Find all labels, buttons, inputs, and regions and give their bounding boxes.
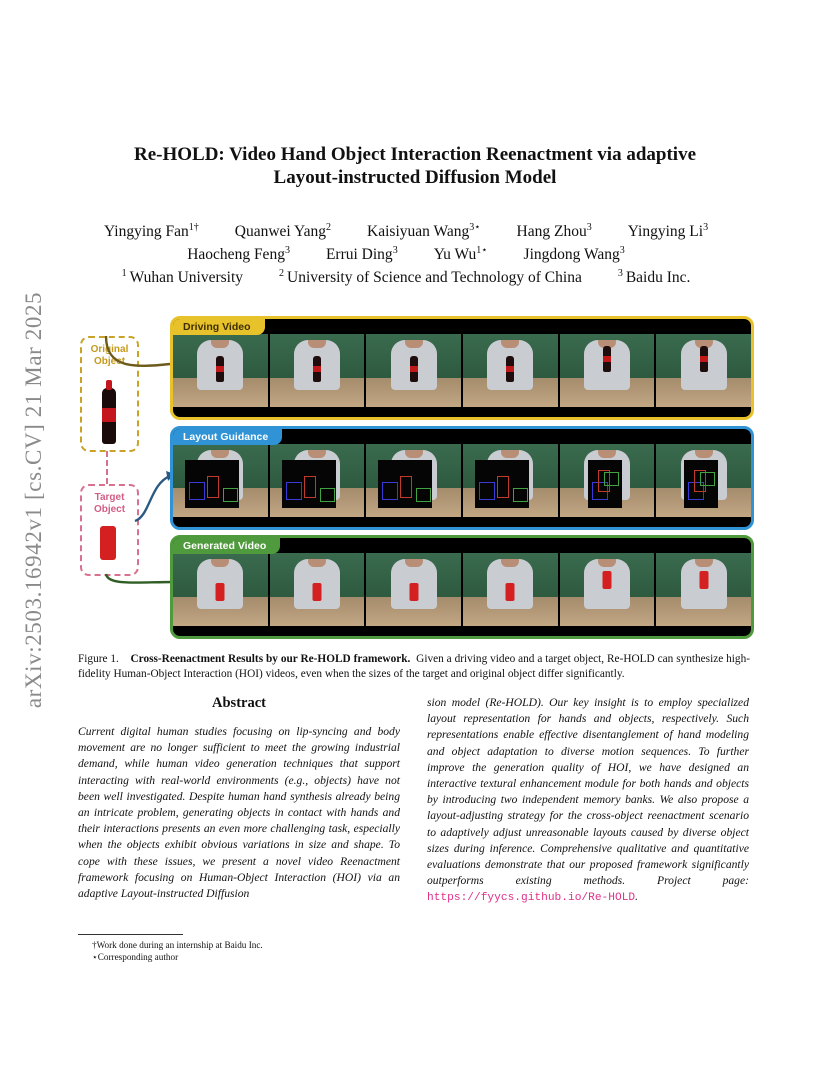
project-page-link[interactable]: https://fyycs.github.io/Re-HOLD (427, 892, 636, 905)
footnotes (78, 939, 398, 963)
hand-box-2 (513, 488, 528, 502)
author-name: Hang Zhou$^3$ (516, 222, 592, 241)
bottle-in-frame (216, 356, 224, 382)
affiliation-name: Wuhan University (129, 269, 244, 287)
bottle-in-frame (603, 346, 611, 372)
video-frame (656, 553, 751, 626)
hand-box-2 (604, 472, 619, 486)
object-box (400, 476, 412, 498)
paper-title (70, 143, 760, 189)
hand-box (189, 482, 205, 500)
affiliation (279, 269, 582, 286)
title-line-1: Re-HOLD: Video Hand Object Interaction Reenactment via adaptive (133, 144, 697, 165)
abstract-text-part1: Current digital human studies focusing on lip-syncing and body movement are no longer sufficient to meet the growing industrial demand, while human video generation techniques that support interacting with real-world environments (e.g., objects) have not been well investigated. Despite human hand synthesis already being an intricate problem, generating objects in contact with hands and their interactions presents an even more challenging task, especially when the objects exhibit obvious variations in size and shape. To cope with these issues, we present a novel video Reenactment framework focusing on Human-Object Interaction (HOI) via an adaptive Layout-instructed Diffusion (78, 725, 400, 901)
video-frame (656, 334, 751, 407)
can-in-frame (506, 583, 515, 601)
authors-block (70, 218, 760, 287)
hand-box-2 (700, 472, 715, 486)
can-in-frame (603, 571, 612, 589)
author-affiliation-mark: 1⋆ (476, 245, 488, 257)
video-frame (366, 334, 461, 407)
bottle-in-frame (410, 356, 418, 382)
arrows (78, 316, 178, 641)
affiliations (70, 264, 760, 287)
authors-row-1 (70, 218, 760, 241)
video-frame (463, 444, 558, 517)
object-box (207, 476, 219, 498)
video-frame (463, 334, 558, 407)
affiliation-name: Baidu Inc. (625, 269, 691, 287)
affiliation (122, 269, 243, 286)
panel-layout-guidance (170, 426, 754, 530)
object-box (497, 476, 509, 498)
panel-driving-video (170, 316, 754, 420)
author-name: Yingying Li$^3$ (627, 222, 709, 241)
author-name: Errui Ding$^3$ (325, 245, 398, 264)
footnote-corresponding: ⋆Corresponding author (92, 952, 179, 962)
author-affiliation-mark: 1† (188, 222, 199, 233)
video-frame (560, 444, 655, 517)
hand-box (286, 482, 302, 500)
author-name: Kaisiyuan Wang$^{3⋆}$ (367, 222, 481, 241)
author-affiliation-mark: 3 (392, 245, 398, 257)
caption-prefix: Figure 1. (78, 653, 119, 665)
can-in-frame (216, 583, 225, 601)
figure-1 (78, 316, 750, 641)
panel-label-layout: Layout Guidance (173, 429, 282, 445)
video-frame (560, 553, 655, 626)
can-in-frame (313, 583, 322, 601)
author-name: Haocheng Feng$^3$ (187, 245, 290, 264)
hand-box (382, 482, 398, 500)
authors-row-2 (70, 241, 760, 264)
footnote-divider (78, 934, 183, 935)
affiliation-mark: 2 (279, 268, 285, 280)
abstract-column-2 (427, 695, 749, 907)
panel-generated-video (170, 535, 754, 639)
author-affiliation-mark: 3 (284, 245, 290, 257)
author-affiliation-mark: 3 (586, 222, 592, 233)
figure-caption (78, 652, 750, 682)
original-object-label: Original Object (90, 344, 129, 367)
video-frame (173, 334, 268, 407)
video-frame (270, 553, 365, 626)
author-affiliation-mark: 2 (326, 222, 332, 233)
video-frame (463, 553, 558, 626)
caption-text: Given a driving video and a target object, Re-HOLD can synthesize high-fidelity Human-Object Interaction (HOI) videos, even when the sizes of the target and original object differ significantly. (78, 653, 750, 680)
video-frame (366, 553, 461, 626)
can-in-frame (409, 583, 418, 601)
author-name: Quanwei Yang$^2$ (234, 222, 332, 241)
object-box (304, 476, 316, 498)
video-frame (560, 334, 655, 407)
hand-box-2 (320, 488, 335, 502)
caption-bold: Cross-Reenactment Results by our Re-HOLD framework. (130, 653, 411, 665)
author-name: Yu $Wu^{1⋆}$ (433, 245, 488, 264)
author-name: Yingying Fan$^{1\dagger}$ (103, 222, 199, 241)
abstract-heading: Abstract (212, 695, 266, 711)
author-affiliation-mark: 3 (619, 245, 625, 257)
affiliation-name: University of Science and Technology of China (287, 269, 582, 287)
panel-label-driving: Driving Video (173, 319, 265, 335)
panel-label-generated: Generated Video (173, 538, 280, 554)
abstract-text-part2: sion model (Re-HOLD). Our key insight is to employ specialized layout representation for hands and objects, respectively. Such representations enable effective disentanglement of hand modeling and object adaptation to diverse motion sequences. To further improve the generation quality of HOI, we have designed an interactive textural enhancement module for both hands and objects by introducing two independent memory banks. We also propose a layout-adjusting strategy for the cross-object reenactment scenario to adaptively adjust unreasonable layouts caused by diverse object sizes during inference. Comprehensive qualitative and quantitative evaluations demonstrate that our proposed framework significantly outperforms existing methods. Project page: https://fyycs.github.io/Re-HOLD. (427, 696, 749, 905)
video-frame (656, 444, 751, 517)
author-affiliation-mark: 3⋆ (469, 222, 481, 233)
bottle-in-frame (506, 356, 514, 382)
arxiv-identifier: arXiv:2503.16942v1 [cs.CV] 21 Mar 2025 (21, 291, 46, 709)
bottle-in-frame (700, 346, 708, 372)
affiliation-mark: 3 (617, 268, 623, 280)
video-frame (270, 334, 365, 407)
video-frame (173, 444, 268, 517)
author-name: Jingdong Wang$^3$ (523, 245, 625, 264)
video-frame (173, 553, 268, 626)
hand-box-2 (223, 488, 238, 502)
affiliation (618, 269, 691, 286)
video-frame (366, 444, 461, 517)
can-in-frame (699, 571, 708, 589)
affiliation-mark: 1 (121, 268, 127, 280)
author-affiliation-mark: 3 (703, 222, 709, 233)
bottle-in-frame (313, 356, 321, 382)
video-frame (270, 444, 365, 517)
hand-box (479, 482, 495, 500)
hand-box-2 (416, 488, 431, 502)
abstract-column-1 (78, 695, 400, 902)
footnote-internship: †Work done during an internship at Baidu Inc. (92, 940, 263, 950)
title-line-2: Layout-instructed Diffusion Model (273, 167, 557, 188)
target-object-label: Target Object (93, 492, 126, 515)
